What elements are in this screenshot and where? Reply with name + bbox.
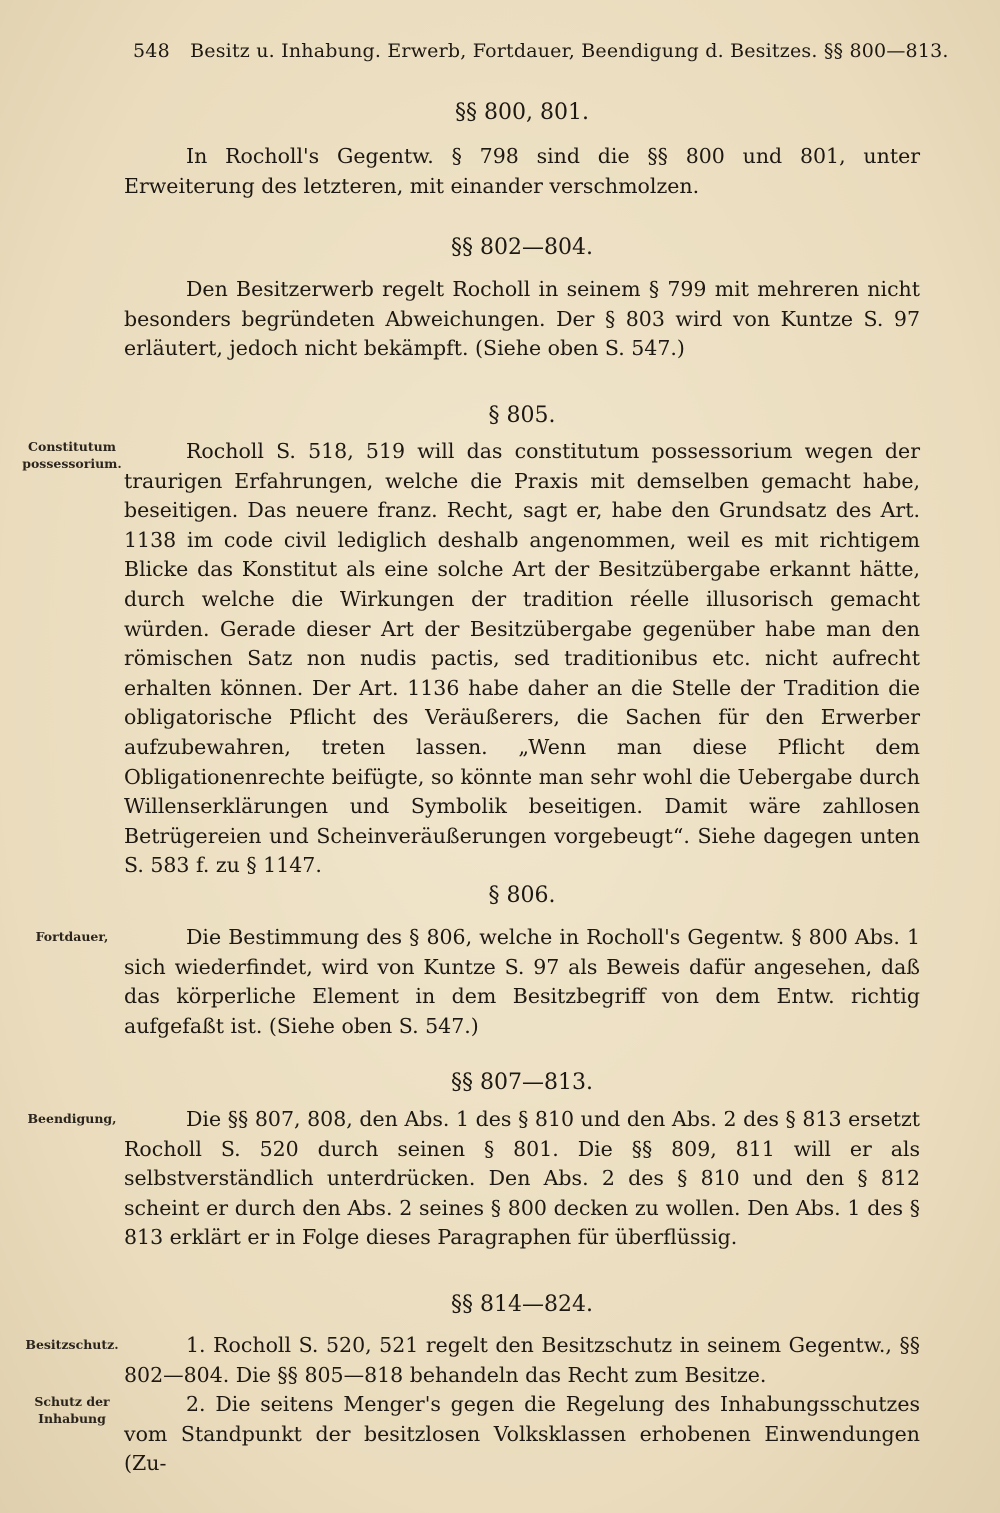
paragraph: 1. Rocholl S. 520, 521 regelt den Besitzschutz in seinem Gegentw., §§ 802—804. Die §§ 805—818 behandeln das Recht zum Besitze. xyxy=(124,1333,920,1387)
margin-note-beendigung: Beendigung, xyxy=(27,1111,117,1126)
section-807-813-text xyxy=(124,1105,920,1253)
paragraph: Rocholl S. 518, 519 will das constitutum possessorium wegen der traurigen Erfahrungen, welche die Praxis mit demselben gemacht habe, beseitigen. Das neuere franz. Recht, sagt er, habe den Grundsatz des Art. 1138 im code civil lediglich deshalb angenommen, weil es mit richtigem Blicke das Konstitut als eine solche Art der Besitzübergabe erkannt hätte, durch welche die Wirkungen der tradition réelle illusorisch gemacht würden. Gerade dieser Art der Besitzübergabe gegenüber habe man den römischen Satz non nudis pactis, sed traditionibus etc. nicht aufrecht erhalten können. Der Art. 1136 habe daher an die Stelle der Tradition die obligatorische Pflicht des Veräußerers, die Sachen für den Erwerber aufzubewahren, treten lassen. „Wenn man diese Pflicht dem Obligationenrechte beifügte, so könnte man sehr wohl die Uebergabe durch Willenserklärungen und Symbolik beseitigen. Damit wäre zahllosen Betrügereien und Scheinveräußerungen vorgebeugt“. Siehe dagegen unten S. 583 f. zu § 1147. xyxy=(124,439,920,878)
margin-note-inhabung: Schutz der Inhabung xyxy=(34,1394,110,1426)
section-heading-806: § 806. xyxy=(488,883,556,908)
running-header xyxy=(133,40,949,62)
margin-note-besitzschutz: Besitzschutz. xyxy=(25,1337,119,1352)
running-title: Besitz u. Inhabung. Erwerb, Fortdauer, Beendigung d. Besitzes. §§ 800—813. xyxy=(190,40,949,62)
section-802-804-text xyxy=(124,275,920,364)
section-heading-805: § 805. xyxy=(488,403,556,428)
paragraph: Den Besitzerwerb regelt Rocholl in seinem § 799 mit mehreren nicht besonders begründeten Abweichungen. Der § 803 wird von Kuntze S. 97 erläutert, jedoch nicht bekämpft. (Siehe oben S. 547.) xyxy=(124,277,920,361)
section-800-801-text xyxy=(124,142,920,201)
section-heading-807-813: §§ 807—813. xyxy=(451,1070,593,1095)
section-814-824-text xyxy=(124,1331,920,1479)
section-heading-800-801: §§ 800, 801. xyxy=(455,100,589,125)
section-805-text xyxy=(124,437,920,881)
section-806-text xyxy=(124,923,920,1041)
margin-note-fortdauer: Fortdauer, xyxy=(35,929,109,944)
margin-note-constitutum: Constitutum possessorium. xyxy=(22,439,122,471)
paragraph: 2. Die seitens Menger's gegen die Regelung des Inhabungsschutzes vom Standpunkt der besitzlosen Volksklassen erhobenen Einwendungen (Zu- xyxy=(124,1392,920,1476)
page-number: 548 xyxy=(133,40,170,62)
section-heading-814-824: §§ 814—824. xyxy=(451,1292,593,1317)
paragraph: In Rocholl's Gegentw. § 798 sind die §§ 800 und 801, unter Erweiterung des letzteren, mit einander verschmolzen. xyxy=(124,144,920,198)
paragraph: Die Bestimmung des § 806, welche in Rocholl's Gegentw. § 800 Abs. 1 sich wiederfindet, wird von Kuntze S. 97 als Beweis dafür angesehen, daß das körperliche Element in dem Besitzbegriff von dem Entw. richtig aufgefaßt ist. (Siehe oben S. 547.) xyxy=(124,925,920,1038)
section-heading-802-804: §§ 802—804. xyxy=(451,235,593,260)
paragraph: Die §§ 807, 808, den Abs. 1 des § 810 und den Abs. 2 des § 813 ersetzt Rocholl S. 520 durch seinen § 801. Die §§ 809, 811 will er als selbstverständlich unterdrücken. Den Abs. 2 des § 810 und den § 812 scheint er durch den Abs. 2 seines § 800 decken zu wollen. Den Abs. 1 des § 813 erklärt er in Folge dieses Paragraphen für überflüssig. xyxy=(124,1107,920,1250)
